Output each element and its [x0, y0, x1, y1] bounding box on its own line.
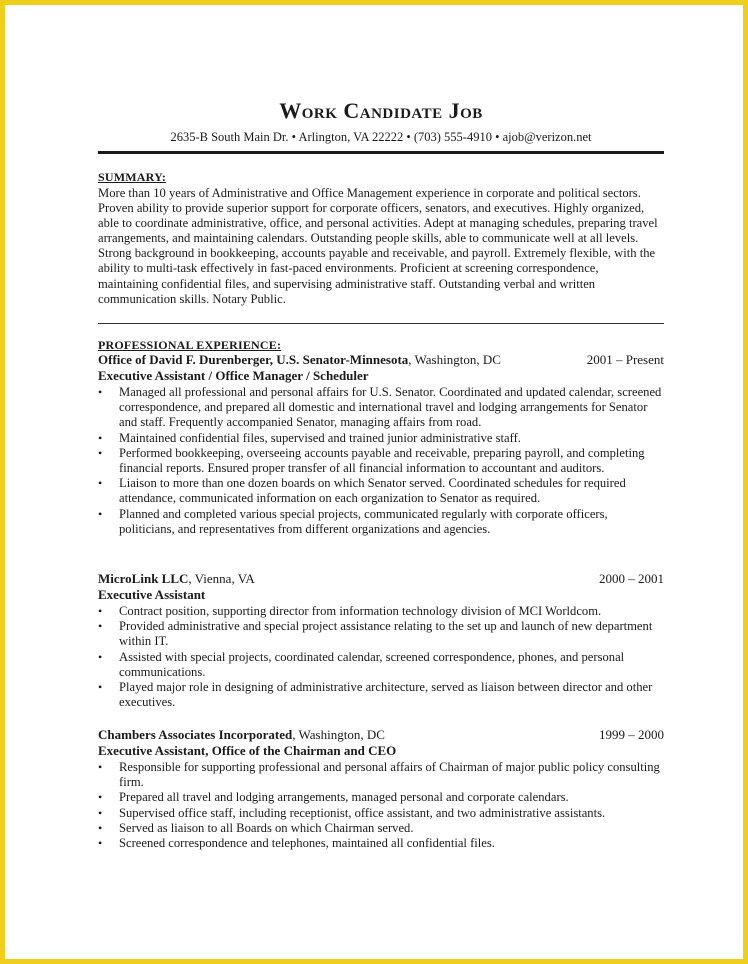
list-item: • Served as liaison to all Boards on which Chairman served. [98, 821, 664, 836]
candidate-name: Work Candidate Job [279, 98, 483, 123]
job-bullets [98, 385, 664, 537]
job-header [98, 727, 664, 743]
list-item: • Supervised office staff, including receptionist, office assistant, and two administrative assistants. [98, 806, 664, 821]
list-item: • Contract position, supporting director from information technology division of MCI Worldcom. [98, 604, 664, 619]
summary-text: More than 10 years of Administrative and Office Management experience in corporate and political sectors. Proven ability to provide superior support for corporate officers, senators, and executives. Highly organized, able to coordinate administrative, office, and personal activities. Adept at managing schedules, preparing travel arrangements, and maintaining calendars. Outstanding people skills, able to communicate well at all levels. Strong background in bookkeeping, accounts payable and receivable, and payroll. Extremely flexible, with the ability to multi-task effectively in fast-paced environments. Proficient at screening correspondence, maintaining confidential files, and supervising administrative staff. Outstanding verbal and written communication skills. Notary Public. [98, 186, 658, 306]
job-header [98, 571, 664, 587]
job-organization: Office of David F. Durenberger, U.S. Senator-Minnesota [98, 352, 409, 367]
job-location: , Vienna, VA [188, 571, 255, 586]
experience-heading: PROFESSIONAL EXPERIENCE: [98, 338, 282, 352]
job-title: Executive Assistant, Office of the Chairman and CEO [98, 743, 397, 758]
job-title: Executive Assistant [98, 587, 206, 602]
job-title: Executive Assistant / Office Manager / Scheduler [98, 368, 369, 383]
list-item: • Performed bookkeeping, overseeing accounts payable and receivable, preparing payroll, and completing financial reports. Ensured proper transfer of all financial information to accountant and auditors. [98, 446, 664, 476]
section-divider [98, 323, 664, 324]
job-bullets [98, 760, 664, 851]
job-location: , Washington, DC [292, 727, 385, 742]
list-item: • Assisted with special projects, coordinated calendar, screened correspondence, phones, and personal communications. [98, 650, 664, 680]
list-item: • Screened correspondence and telephones, maintained all confidential files. [98, 836, 664, 851]
list-item: • Planned and completed various special projects, communicated regularly with corporate officers, politicians, and representatives from different organizations and agencies. [98, 507, 664, 537]
summary-heading: SUMMARY: [98, 170, 167, 184]
header-rule [98, 151, 664, 154]
list-item: • Played major role in designing of administrative architecture, served as liaison between director and other executives. [98, 680, 664, 710]
list-item: • Prepared all travel and lodging arrangements, managed personal and corporate calendars. [98, 790, 664, 805]
job-organization: Chambers Associates Incorporated [98, 727, 293, 742]
job-dates: 2001 – Present [586, 352, 664, 367]
job-dates: 1999 – 2000 [599, 727, 664, 742]
job-organization: MicroLink LLC [98, 571, 189, 586]
job-location: , Washington, DC [408, 352, 501, 367]
list-item: • Provided administrative and special project assistance relating to the set up and launch of new department within IT. [98, 619, 664, 649]
job-dates: 2000 – 2001 [599, 571, 664, 586]
list-item: • Managed all professional and personal affairs for U.S. Senator. Coordinated and updated calendar, screened correspondence, and prepared all domestic and international travel and lodging arrangements for Senator and staff. Frequently accompanied Senator, managing affairs from road. [98, 385, 664, 431]
list-item: • Responsible for supporting professional and personal affairs of Chairman of major public policy consulting firm. [98, 760, 664, 790]
job-header [98, 352, 664, 368]
list-item: • Liaison to more than one dozen boards on which Senator served. Coordinated schedules for required attendance, communicated information on each organization to Senator as required. [98, 476, 664, 506]
job-bullets [98, 604, 664, 710]
contact-line: 2635-B South Main Dr. • Arlington, VA 22222 • (703) 555-4910 • ajob@verizon.net [170, 130, 592, 144]
list-item: • Maintained confidential files, supervised and trained junior administrative staff. [98, 431, 664, 446]
